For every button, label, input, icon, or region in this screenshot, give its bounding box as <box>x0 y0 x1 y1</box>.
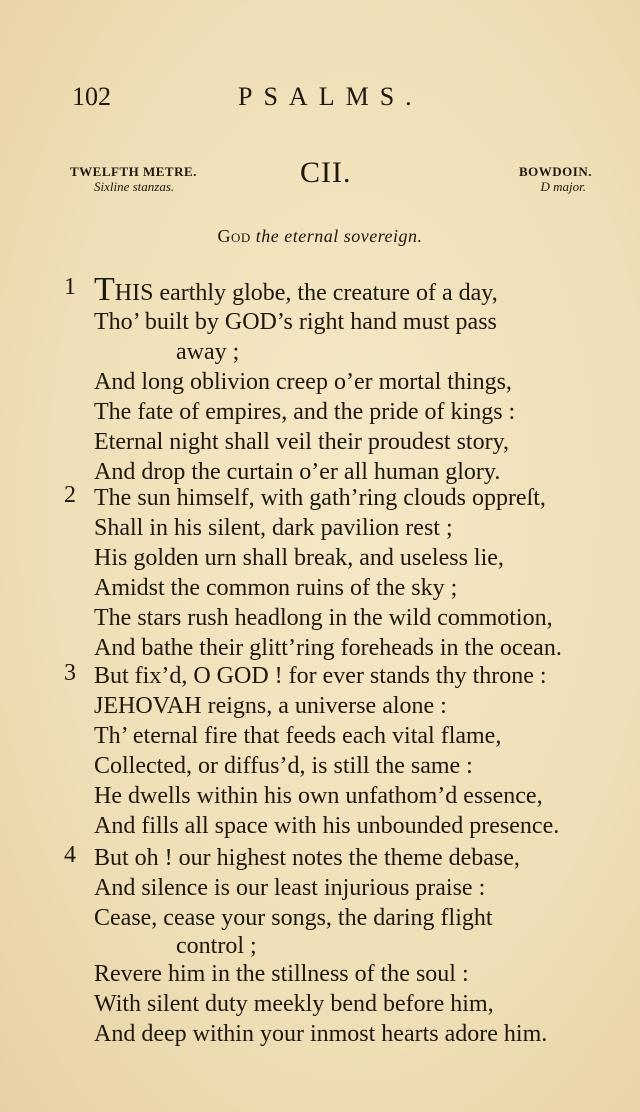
stanza-form-label: Sixline stanzas. <box>94 179 175 194</box>
verse-line: And silence is our least injurious praise : <box>94 875 486 901</box>
verse-line: The fate of empires, and the pride of kings : <box>94 399 516 425</box>
stanza-number: 1 <box>64 274 76 300</box>
verse-line: Cease, cease your songs, the daring flight <box>94 905 493 931</box>
verse-line: And drop the curtain o’er all human glory. <box>94 459 501 485</box>
verse-line: Tho’ built by GOD’s right hand must pass <box>94 309 497 335</box>
tune-name: BOWDOIN. <box>519 164 592 179</box>
stanza-number: 4 <box>64 842 76 868</box>
verse-line: And long oblivion creep o’er mortal things, <box>94 369 512 395</box>
stanza-number: 2 <box>64 482 76 508</box>
verse-line: Collected, or diffus’d, is still the same : <box>94 753 473 779</box>
verse-line: He dwells within his own unfathom’d essence, <box>94 783 543 809</box>
psalm-number: CII. <box>300 156 352 189</box>
verse-line: Amidst the common ruins of the sky ; <box>94 575 458 601</box>
metre-label: TWELFTH METRE. <box>70 164 197 179</box>
psalm-subject <box>0 226 640 247</box>
book-title: PSALMS. <box>238 82 423 111</box>
metre-info <box>70 164 197 194</box>
drop-capital: T <box>94 271 115 308</box>
verse-line-continuation: away ; <box>176 339 240 365</box>
verse-line: Revere him in the stillness of the soul : <box>94 961 469 987</box>
verse-line: Eternal night shall veil their proudest story, <box>94 429 510 455</box>
page-number: 102 <box>72 82 111 111</box>
verse-line: And fills all space with his unbounded presence. <box>94 813 560 839</box>
verse-line: And deep within your inmost hearts adore him. <box>94 1021 548 1047</box>
subject-rest: the eternal sovereign. <box>255 226 423 246</box>
tune-info <box>519 164 592 194</box>
first-word-rest: HIS <box>114 280 154 306</box>
stanza-number: 3 <box>64 660 76 686</box>
verse-line: The stars rush headlong in the wild commotion, <box>94 605 553 631</box>
divine-name: JEHOVAH <box>94 693 202 719</box>
verse-line-continuation: control ; <box>176 933 257 959</box>
line-text: earthly globe, the creature of a day, <box>153 280 498 306</box>
verse-line <box>94 271 594 308</box>
verse-line: Shall in his silent, dark pavilion rest ; <box>94 515 453 541</box>
verse-line: With silent duty meekly bend before him, <box>94 991 494 1017</box>
line-text: reigns, a universe alone : <box>201 693 447 719</box>
verse-line: But fix’d, O GOD ! for ever stands thy throne : <box>94 663 547 689</box>
verse-line: But oh ! our highest notes the theme debase, <box>94 845 520 871</box>
verse-line: Th’ eternal fire that feeds each vital flame, <box>94 723 502 749</box>
tune-key: D major. <box>540 179 586 194</box>
verse-line: His golden urn shall break, and useless lie, <box>94 545 504 571</box>
verse-line <box>94 690 594 722</box>
running-head <box>0 82 640 122</box>
subject-god: God <box>217 226 251 246</box>
verse-line: And bathe their glitt’ring foreheads in the ocean. <box>94 635 562 661</box>
verse-line: The sun himself, with gath’ring clouds oppreſt, <box>94 485 546 511</box>
